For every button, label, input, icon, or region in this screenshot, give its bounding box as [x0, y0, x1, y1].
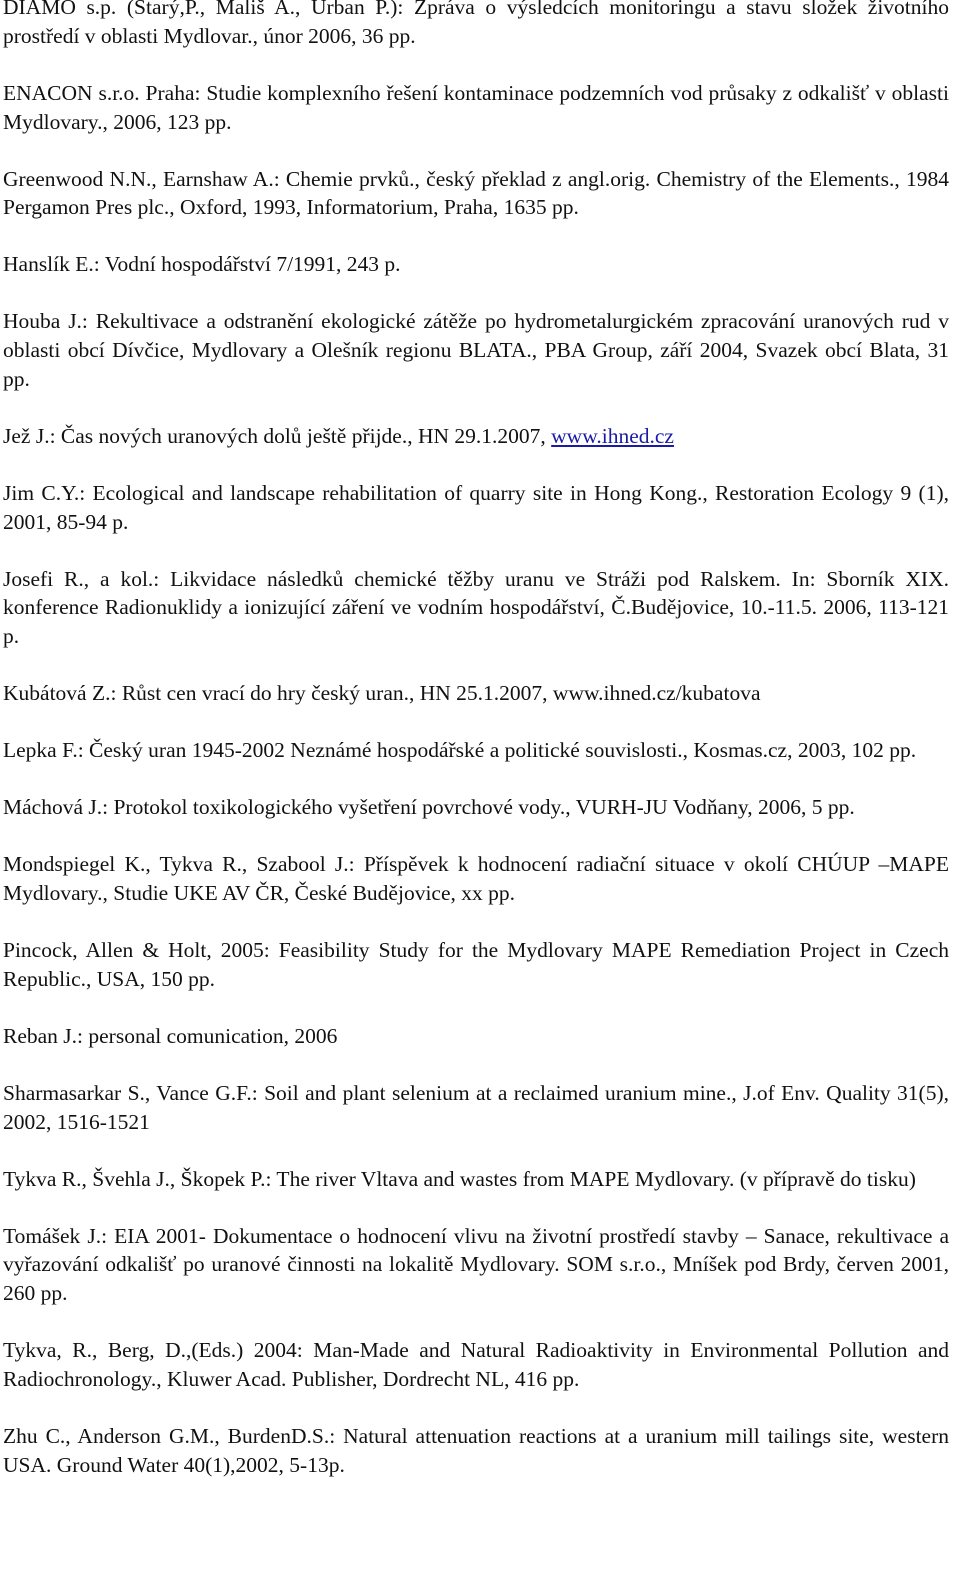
reference-entry: [3, 1336, 949, 1394]
reference-text: Houba J.: Rekultivace a odstranění ekologické zátěže po hydrometalurgickém zpracování uranových rud v oblasti obcí Dívčice, Mydlovary a Olešník regionu BLATA., PBA Group, září 2004, Svazek obcí Blata, 31 pp.: [3, 309, 949, 391]
reference-entry: [3, 679, 949, 708]
reference-entry: [3, 793, 949, 822]
reference-entry: [3, 79, 949, 137]
reference-entry: [3, 1022, 949, 1051]
reference-text: Mondspiegel K., Tykva R., Szabool J.: Příspěvek k hodnocení radiační situace v okolí CHÚUP –MAPE Mydlovary., Studie UKE AV ČR, České Budějovice, xx pp.: [3, 852, 949, 905]
reference-entry: [3, 936, 949, 994]
reference-text: Lepka F.: Český uran 1945-2002 Neznámé hospodářské a politické souvislosti., Kosmas.cz, 2003, 102 pp.: [3, 738, 917, 763]
reference-entry: [3, 422, 949, 451]
reference-text: Tykva, R., Berg, D.,(Eds.) 2004: Man-Made and Natural Radioaktivity in Environmental Pollution and Radiochronology., Kluwer Acad. Publisher, Dordrecht NL, 416 pp.: [3, 1338, 949, 1391]
reference-text: Sharmasarkar S., Vance G.F.: Soil and plant selenium at a reclaimed uranium mine., J.of Env. Quality 31(5), 2002, 1516-1521: [3, 1080, 949, 1134]
reference-text: Tykva R., Švehla J., Škopek P.: The river Vltava and wastes from MAPE Mydlovary. (v přípravě do tisku): [3, 1166, 916, 1191]
ihned-link[interactable]: www.ihned.cz: [551, 423, 674, 448]
reference-entry: [3, 165, 949, 223]
reference-text: Máchová J.: Protokol toxikologického vyšetření povrchové vody., VURH-JU Vodňany, 2006, 5 pp.: [3, 795, 855, 820]
reference-entry: [3, 1222, 949, 1308]
reference-entry: [3, 1422, 949, 1480]
reference-entry: [3, 479, 949, 537]
reference-entry: [3, 1165, 949, 1194]
reference-list: [3, 0, 949, 1508]
reference-text: Jim C.Y.: Ecological and landscape rehabilitation of quarry site in Hong Kong., Restoration Ecology 9 (1), 2001, 85-94 p.: [3, 480, 949, 534]
reference-text: Josefi R., a kol.: Likvidace následků chemické těžby uranu ve Stráži pod Ralskem. In: Sborník XIX. konference Radionuklidy a ionizující záření ve vodním hospodářství, Č.Budějovice, 10.-11.5. 2006, 113-121 p.: [3, 566, 949, 649]
reference-entry: [3, 565, 949, 651]
reference-text: Reban J.: personal comunication, 2006: [3, 1023, 338, 1048]
reference-entry: [3, 850, 949, 908]
reference-entry: [3, 736, 949, 765]
reference-text: Zhu C., Anderson G.M., BurdenD.S.: Natural attenuation reactions at a uranium mill tailings site, western USA. Ground Water 40(1),2002, 5-13p.: [3, 1423, 949, 1477]
reference-text: Greenwood N.N., Earnshaw A.: Chemie prvků., český překlad z angl.orig. Chemistry of the Elements., 1984 Pergamon Pres plc., Oxford, 1993, Informatorium, Praha, 1635 pp.: [3, 166, 949, 220]
reference-text: Jež J.: Čas nových uranových dolů ještě přijde., HN 29.1.2007,: [3, 423, 552, 448]
reference-text: Hanslík E.: Vodní hospodářství 7/1991, 243 p.: [3, 252, 401, 277]
reference-text: DIAMO s.p. (Starý,P., Mališ A., Urban P.): Zpráva o výsledcích monitoringu a stavu složek životního prostředí v oblasti Mydlovar., únor 2006, 36 pp.: [3, 0, 949, 48]
reference-text: ENACON s.r.o. Praha: Studie komplexního řešení kontaminace podzemních vod průsaky z odkališť v oblasti Mydlovary., 2006, 123 pp.: [3, 80, 949, 134]
reference-text: Tomášek J.: EIA 2001- Dokumentace o hodnocení vlivu na životní prostředí stavby – Sanace, rekultivace a vyřazování odkališť po uranové činnosti na lokalitě Mydlovary. SOM s.r.o., Mníšek pod Brdy, červen 2001, 260 pp.: [3, 1223, 949, 1306]
reference-text: Kubátová Z.: Růst cen vrací do hry český uran., HN 25.1.2007, www.ihned.cz/kubatova: [3, 681, 761, 706]
reference-entry: [3, 307, 949, 393]
reference-text: Pincock, Allen & Holt, 2005: Feasibility Study for the Mydlovary MAPE Remediation Project in Czech Republic., USA, 150 pp.: [3, 937, 949, 991]
reference-entry: [3, 250, 949, 279]
reference-entry: [3, 0, 949, 51]
reference-entry: [3, 1079, 949, 1137]
